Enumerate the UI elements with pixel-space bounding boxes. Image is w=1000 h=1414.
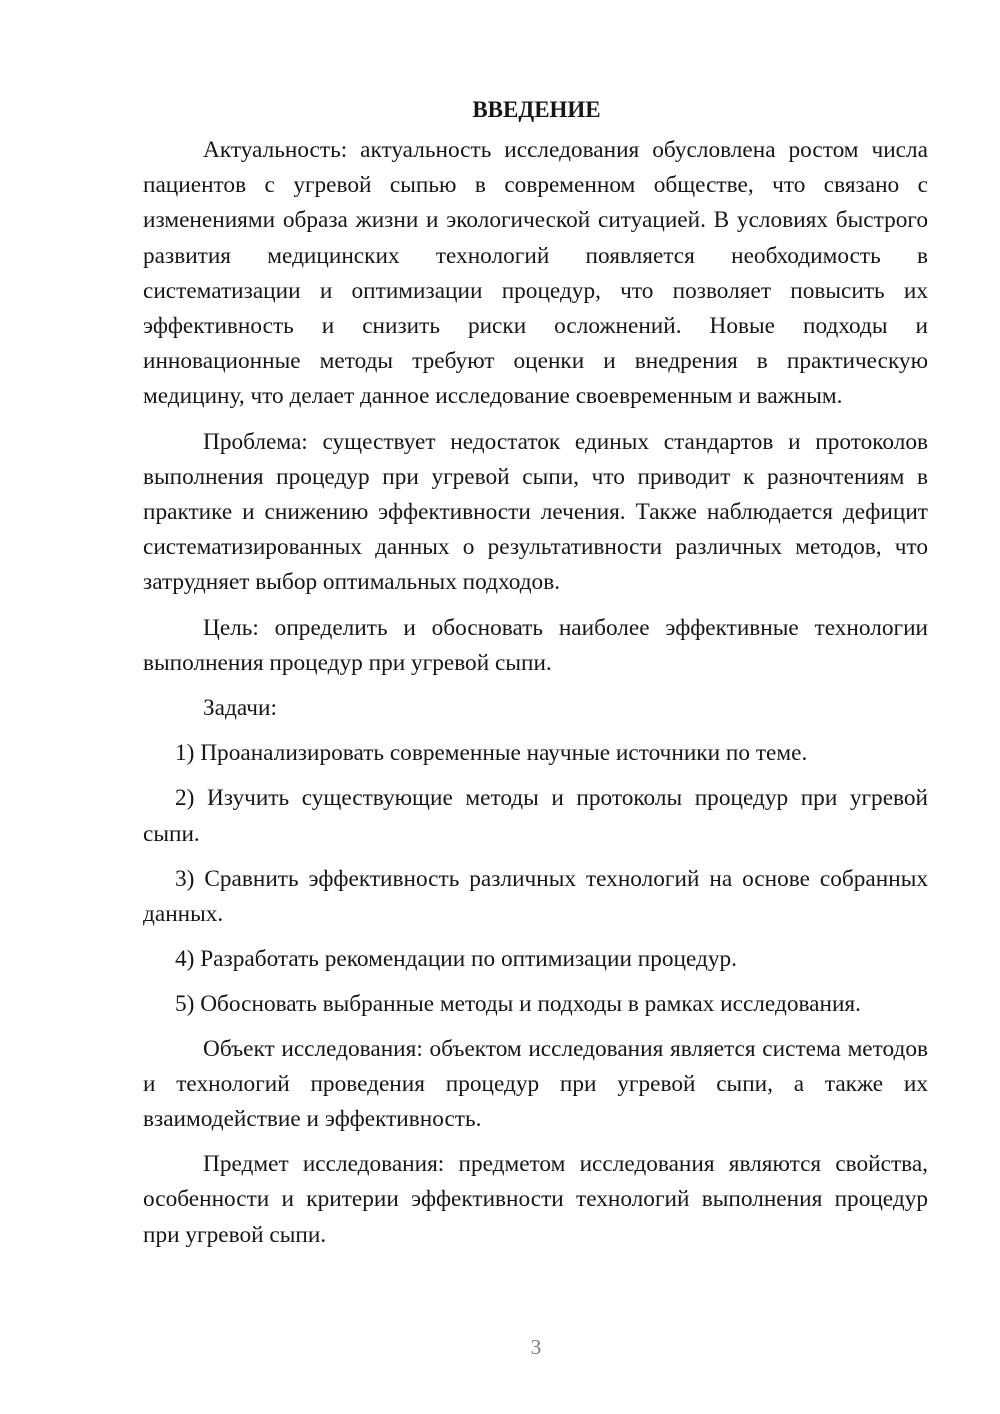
paragraph-problem: Проблема: существует недостаток единых стандартов и протоколов выполнения процедур при угревой сыпи, что приводит к разночтениям в практике и снижению эффективности лечения. Также наблюдается дефицит систематизированных данных о результативности различных методов, что затрудняет выбор оптимальных подходов. xyxy=(143,428,928,596)
paragraph-object: Объект исследования: объектом исследования является система методов и технологий проведения процедур при угревой сыпи, а также их взаимодействие и эффективность. xyxy=(143,1035,928,1133)
tasks-heading: Задачи: xyxy=(203,695,277,722)
task-item-1: 1) Проанализировать современные научные источники по теме. xyxy=(175,740,808,767)
paragraph-subject: Предмет исследования: предметом исследования являются свойства, особенности и критерии эффективности технологий выполнения процедур при угревой сыпи. xyxy=(143,1151,928,1248)
task-item-2: 2) Изучить существующие методы и протоколы процедур при угревой сыпи. xyxy=(143,785,928,847)
page-number: 3 xyxy=(530,1335,542,1359)
task-item-5: 5) Обосновать выбранные методы и подходы в рамках исследования. xyxy=(175,991,861,1018)
document-body xyxy=(143,94,928,1263)
task-item-4: 4) Разработать рекомендации по оптимизации процедур. xyxy=(175,946,737,973)
paragraph-relevance: Актуальность: актуальность исследования обусловлена ростом числа пациентов с угревой сыпью в современном обществе, что связано с изменениями образа жизни и экологической ситуацией. В условиях быстрого развития медицинских технологий появляется необходимость в систематизации и оптимизации процедур, что позволяет повысить их эффективность и снизить риски осложнений. Новые подходы и инновационные методы требуют оценки и внедрения в практическую медицину, что делает данное исследование своевременным и важным. xyxy=(143,137,928,410)
section-title: ВВЕДЕНИЕ xyxy=(472,97,601,122)
paragraph-goal: Цель: определить и обосновать наиболее эффективные технологии выполнения процедур при угревой сыпи. xyxy=(143,614,928,676)
task-item-3: 3) Сравнить эффективность различных технологий на основе собранных данных. xyxy=(143,865,928,928)
